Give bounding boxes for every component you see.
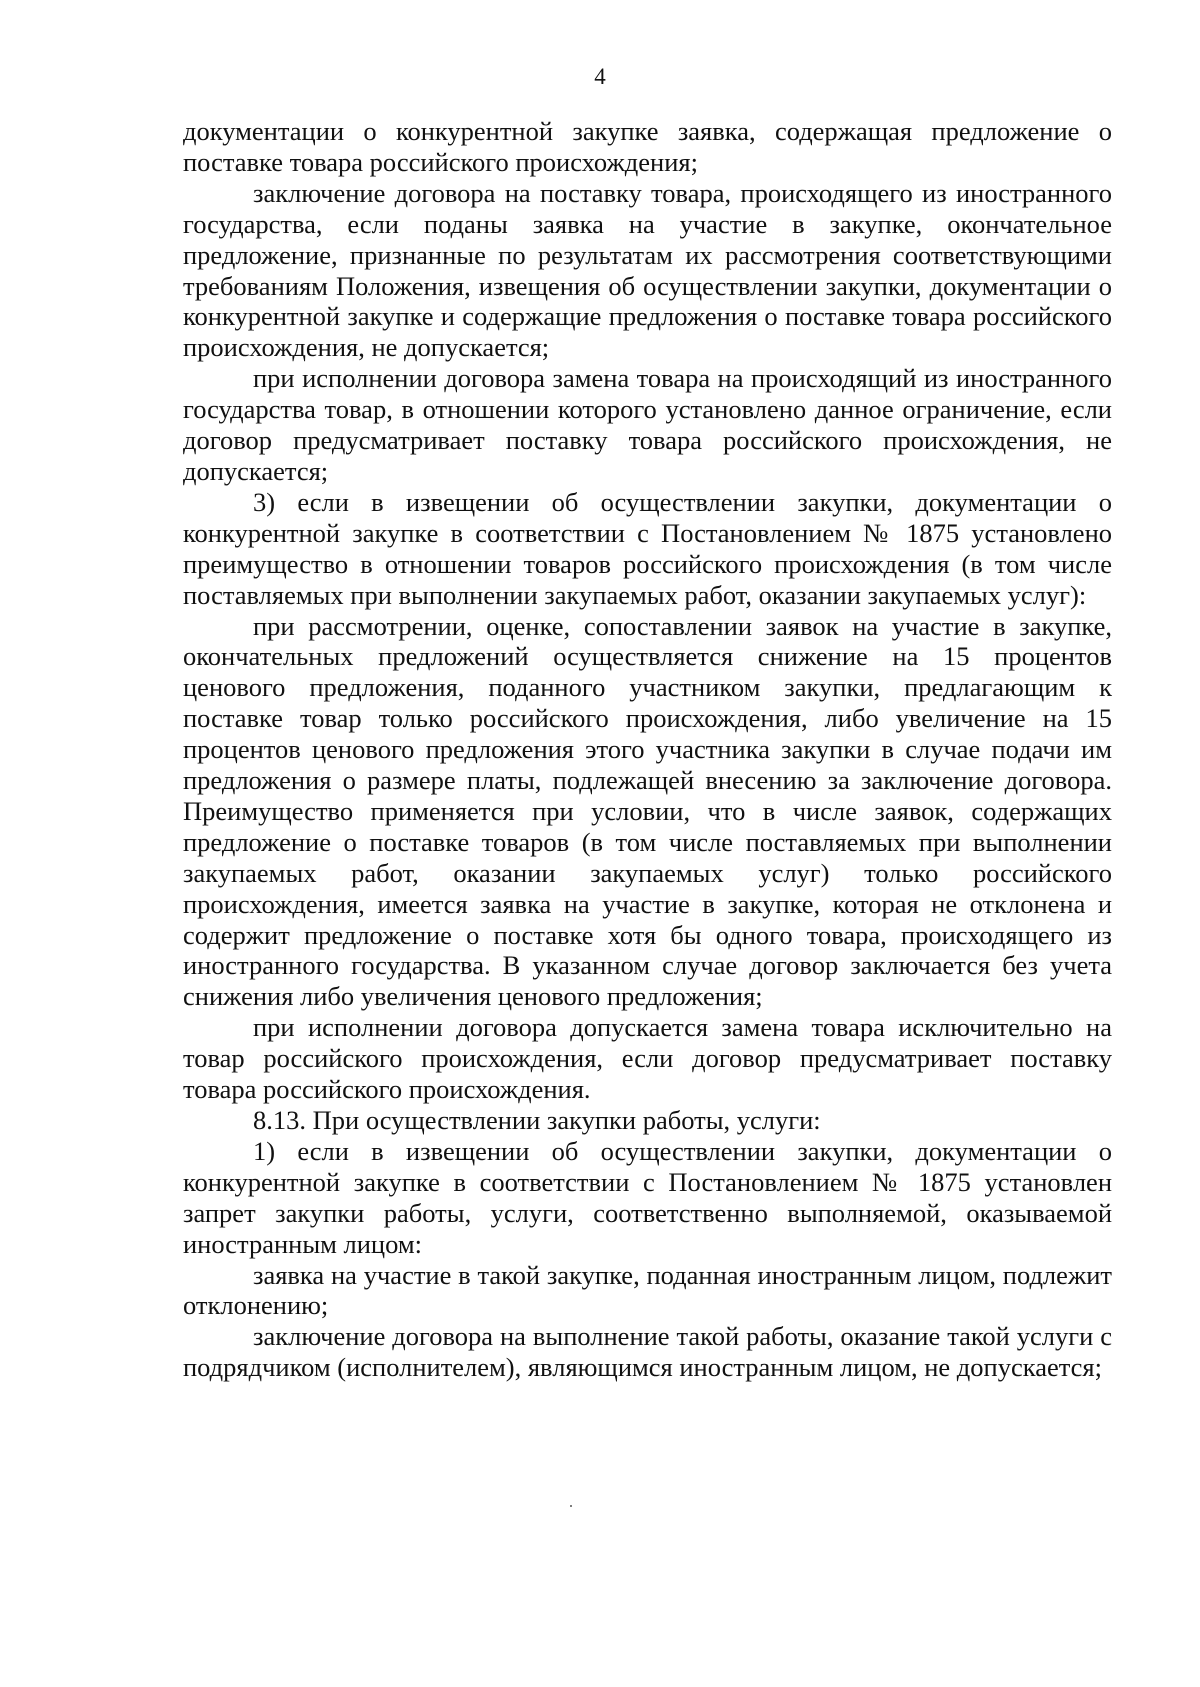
page-number: 4 xyxy=(594,64,606,89)
paragraph: заключение договора на выполнение такой работы, оказание такой услуги с подрядчиком (исполнителем), являющимся иностранным лицом, не допускается; xyxy=(183,1321,1112,1383)
paragraph: при исполнении договора допускается замена товара исключительно на товар российского происхождения, если договор предусматривает поставку товара российского происхождения. xyxy=(183,1012,1112,1105)
paragraph: 8.13. При осуществлении закупки работы, услуги: xyxy=(253,1105,821,1135)
scan-speck xyxy=(570,1505,572,1507)
paragraph: документации о конкурентной закупке заявка, содержащая предложение о поставке товара российского происхождения; xyxy=(183,116,1112,177)
paragraph: 1) если в извещении об осуществлении закупки, документации о конкурентной закупке в соответствии с Постановлением № 1875 установлен запрет закупки работы, услуги, соответственно выполняемой, оказываемой иностранным лицом: xyxy=(183,1135,1112,1259)
document-body xyxy=(183,116,1112,1383)
paragraph: заключение договора на поставку товара, происходящего из иностранного государства, если поданы заявка на участие в закупке, окончательное предложение, признанные по результатам их рассмотрения соответствующими требованиям Положения, извещения об осуществлении закупки, документации о конкурентной закупке и содержащие предложения о поставке товара российского происхождения, не допускается; xyxy=(183,177,1112,363)
paragraph: заявка на участие в такой закупке, поданная иностранным лицом, подлежит отклонению; xyxy=(183,1259,1112,1321)
paragraph: 3) если в извещении об осуществлении закупки, документации о конкурентной закупке в соответствии с Постановлением № 1875 установлено преимущество в отношении товаров российского происхождения (в том числе поставляемых при выполнении закупаемых работ, оказании закупаемых услуг): xyxy=(183,486,1112,610)
paragraph: при исполнении договора замена товара на происходящий из иностранного государства товар, в отношении которого установлено данное ограничение, если договор предусматривает поставку товара российского происхождения, не допускается; xyxy=(183,363,1112,486)
paragraph: при рассмотрении, оценке, сопоставлении заявок на участие в закупке, окончательных предложений осуществляется снижение на 15 процентов ценового предложения, поданного участником закупки, предлагающим к поставке товар только российского происхождения, либо увеличение на 15 процентов ценового предложения этого участника закупки в случае подачи им предложения о размере платы, подлежащей внесению за заключение договора. Преимущество применяется при условии, что в числе заявок, содержащих предложение о поставке товаров (в том числе поставляемых при выполнении закупаемых работ, оказании закупаемых услуг) только российского происхождения, имеется заявка на участие в закупке, которая не отклонена и содержит предложение о поставке хотя бы одного товара, происходящего из иностранного государства. В указанном случае договор заключается без учета снижения либо увеличения ценового предложения; xyxy=(183,610,1112,1012)
